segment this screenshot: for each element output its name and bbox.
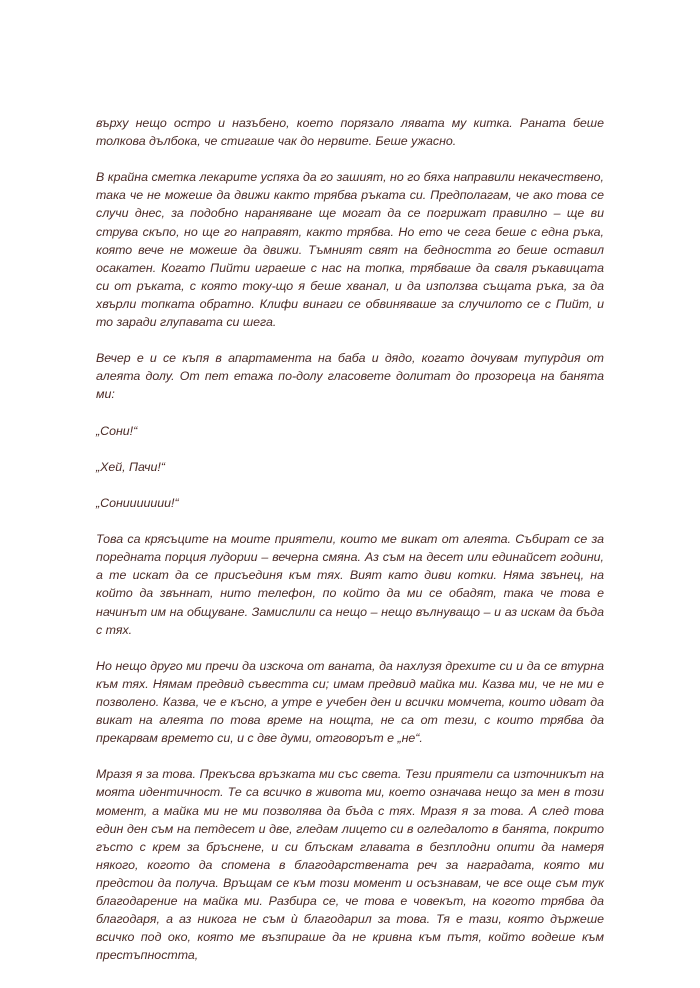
quote-hey-pachi: „Хей, Пачи!“ — [96, 459, 165, 474]
quote-soni: „Сони!“ — [96, 423, 138, 438]
paragraph-5: Но нещо друго ми пречи да изскоча от ваната, да нахлузя дрехите си и да се втурна към тях. Нямам предвид съвестта си; имам предвид майка ми. Казва ми, че не ми е позволено. Казва, че е късно, а утре е учебен ден и всички момчета, които идват да викат на алеята по това време на нощта, не са от тези, с които трябва да прекарвам времето си, и с две думи, отговорът е „не“. — [96, 658, 604, 746]
paragraph-2: В крайна сметка лекарите успяха да го зашият, но го бяха направили некачествено, така че не можеше да движи както трябва ръката си. Предполагам, че ако това се случи днес, за подобно нараняване ще могат да се погрижат правилно – ще ви струва скъпо, но ще го направят, както трябва. Но ето че сега беше с една ръка, която вече не можеше да движи. Тъмният свят на бедността го беше оставил осакатен. Когато Пийти играеше с нас на топка, трябваше да сваля ръкавицата си от ръката, с която току-що я беше хванал, и да използва същата ръка, за да хвърли топката обратно. Клифи винаги се обвиняваше за случилото се с Пийт, и то заради глупавата си шега. — [96, 170, 604, 330]
quote-soniiii: „Сониииииии!“ — [96, 495, 179, 510]
document-page — [96, 114, 604, 964]
paragraph-1: върху нещо остро и назъбено, което порязало лявата му китка. Раната беше толкова дълбока, че стигаше чак до нервите. Беше ужасно. — [96, 116, 604, 149]
paragraph-3: Вечер е и се къпя в апартамента на баба и дядо, когато дочувам тупурдия от алеята долу. От пет етажа по-долу гласовете долитат до прозореца на банята ми: — [96, 351, 604, 402]
paragraph-6: Мразя я за това. Прекъсва връзката ми със света. Тези приятели са източникът на моята идентичност. Те са всичко в живота ми, което означава нещо за мен в този момент, а майка ми не ми позволява да бъда с тях. Мразя я за това. А след това един ден съм на петдесет и две, гледам лицето си в огледалото в банята, покрито гъсто с крем за бръснене, и си блъскам главата в безплодни опити да намеря някого, когото да спомена в благодарствената реч за наградата, която ми предстои да получа. Връщам се към този момент и осъзнавам, че все още съм тук благодарение на майка ми. Разбира се, че това е човекът, на когото трябва да благодаря, а аз никога не съм ѝ благодарил за това. Тя е тази, която държеше всичко под око, която ме възпираше да не кривна към пътя, който водеше към престъпността, — [96, 767, 604, 963]
paragraph-4: Това са крясъците на моите приятели, които ме викат от алеята. Събират се за поредната порция лудории – вечерна смяна. Аз съм на десет или единайсет години, а те искат да се присъединя към тях. Вият като диви котки. Няма звънец, на който да звъннат, нито телефон, по който да ми се обадят, така че това е начинът им на общуване. Замислили са нещо – нещо вълнуващо – и аз искам да бъда с тях. — [96, 532, 604, 637]
